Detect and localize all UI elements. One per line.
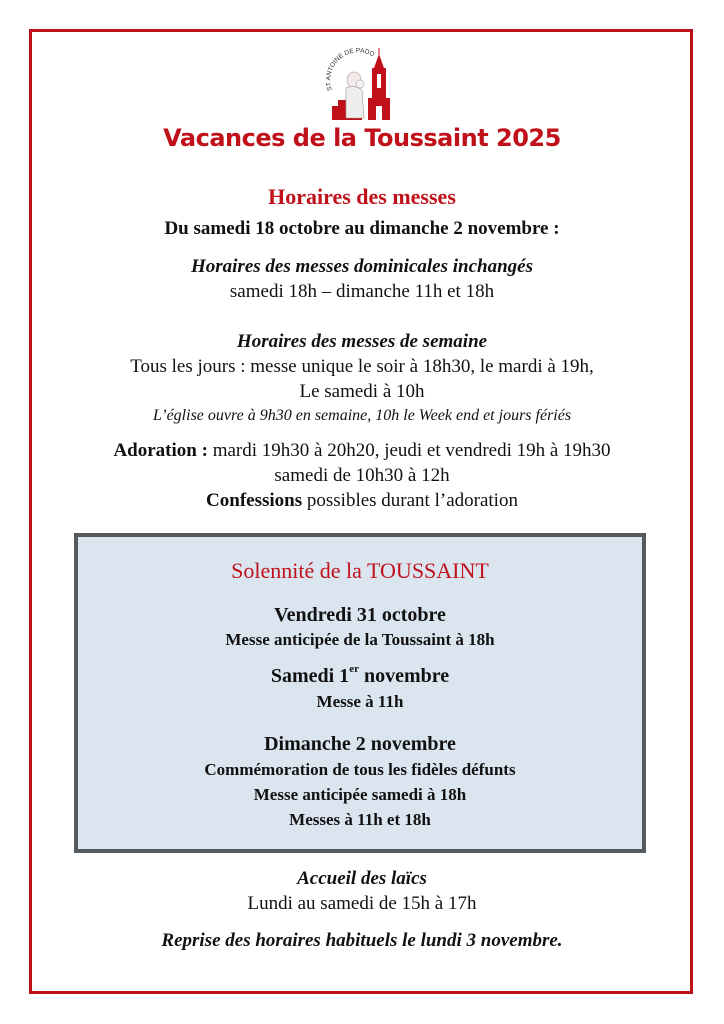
day-line-saturday: Messe à 11h [316, 692, 404, 711]
day-title-saturday-suffix: novembre [358, 665, 450, 687]
toussaint-heading: Solennité de la TOUSSAINT [231, 558, 489, 583]
adoration-line1 [0, 440, 724, 462]
weekday-line2: Le samedi à 10h [299, 381, 425, 402]
parish-logo [322, 46, 402, 122]
church-logo-icon [322, 46, 402, 122]
schedule-period: Du samedi 18 octobre au dimanche 2 novembre : [164, 218, 560, 239]
adoration-line2: samedi de 10h30 à 12h [274, 465, 450, 486]
confession-label: Confessions [206, 490, 303, 511]
accueil-text: Lundi au samedi de 15h à 17h [247, 893, 477, 914]
day-title-saturday-sup: er [349, 663, 359, 675]
page-title: Vacances de la Toussaint 2025 [163, 124, 561, 152]
church-opening-note: L’église ouvre à 9h30 en semaine, 10h le Week end et jours fériés [152, 407, 572, 424]
confession-text: possibles durant l’adoration [302, 490, 518, 511]
accueil-heading: Accueil des laïcs [297, 868, 427, 889]
weekday-line1: Tous les jours : messe unique le soir à 18h30, le mardi à 19h, [130, 356, 594, 377]
day-line-sunday-1: Commémoration de tous les fidèles défunts [204, 760, 516, 779]
footer-note: Reprise des horaires habituels le lundi 3 novembre. [161, 930, 563, 951]
logo-text: ST ANTOINE DE PADO [325, 47, 376, 92]
adoration-times: mardi 19h30 à 20h20, jeudi et vendredi 19h à 19h30 [207, 440, 611, 461]
day-title-saturday-prefix: Samedi 1 [270, 665, 350, 687]
sunday-heading: Horaires des messes dominicales inchangés [190, 256, 533, 277]
schedule-heading: Horaires des messes [268, 184, 456, 209]
day-line-friday: Messe anticipée de la Toussaint à 18h [225, 630, 495, 649]
toussaint-box [74, 533, 646, 853]
adoration-label: Adoration : [113, 440, 208, 461]
day-title-sunday: Dimanche 2 novembre [264, 733, 456, 755]
confession-line [0, 490, 724, 512]
day-line-sunday-2: Messe anticipée samedi à 18h [253, 785, 467, 804]
weekday-heading: Horaires des messes de semaine [236, 331, 488, 352]
day-line-sunday-3: Messes à 11h et 18h [289, 810, 431, 829]
day-title-friday: Vendredi 31 octobre [274, 604, 446, 626]
day-title-saturday [78, 665, 642, 688]
sunday-text: samedi 18h – dimanche 11h et 18h [229, 281, 495, 302]
